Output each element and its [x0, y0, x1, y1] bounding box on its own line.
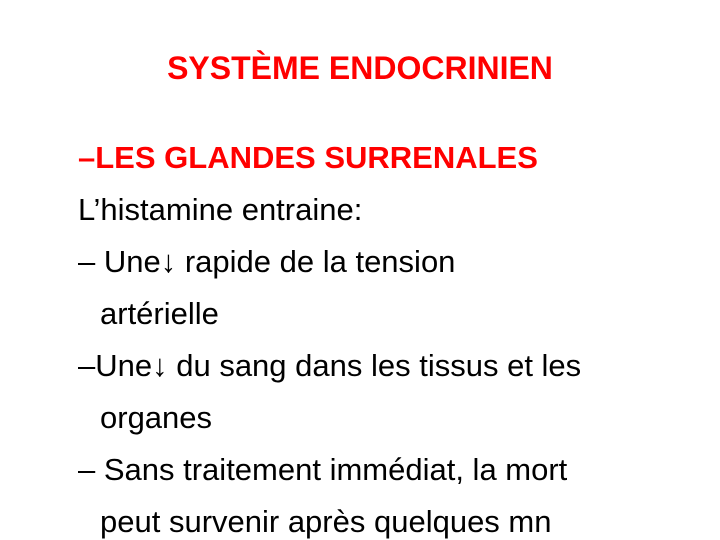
bullet-continuation: organes — [100, 400, 213, 435]
bullet-item — [78, 444, 708, 540]
bullet-line: –Une↓ du sang dans les tissus et les — [78, 348, 582, 383]
bullet-continuation: peut survenir après quelques mn — [100, 504, 552, 539]
slide-title: SYSTÈME ENDOCRINIEN — [167, 50, 553, 86]
section-heading: –LES GLANDES SURRENALES — [78, 140, 538, 175]
intro-text: L’histamine entraine: — [78, 192, 363, 227]
bullet-line: – Sans traitement immédiat, la mort — [78, 452, 568, 487]
bullet-continuation: artérielle — [100, 296, 219, 331]
bullet-item — [78, 236, 708, 340]
bullet-item — [78, 340, 708, 444]
bullet-line: – Une↓ rapide de la tension — [78, 244, 456, 279]
slide-body — [78, 132, 708, 540]
